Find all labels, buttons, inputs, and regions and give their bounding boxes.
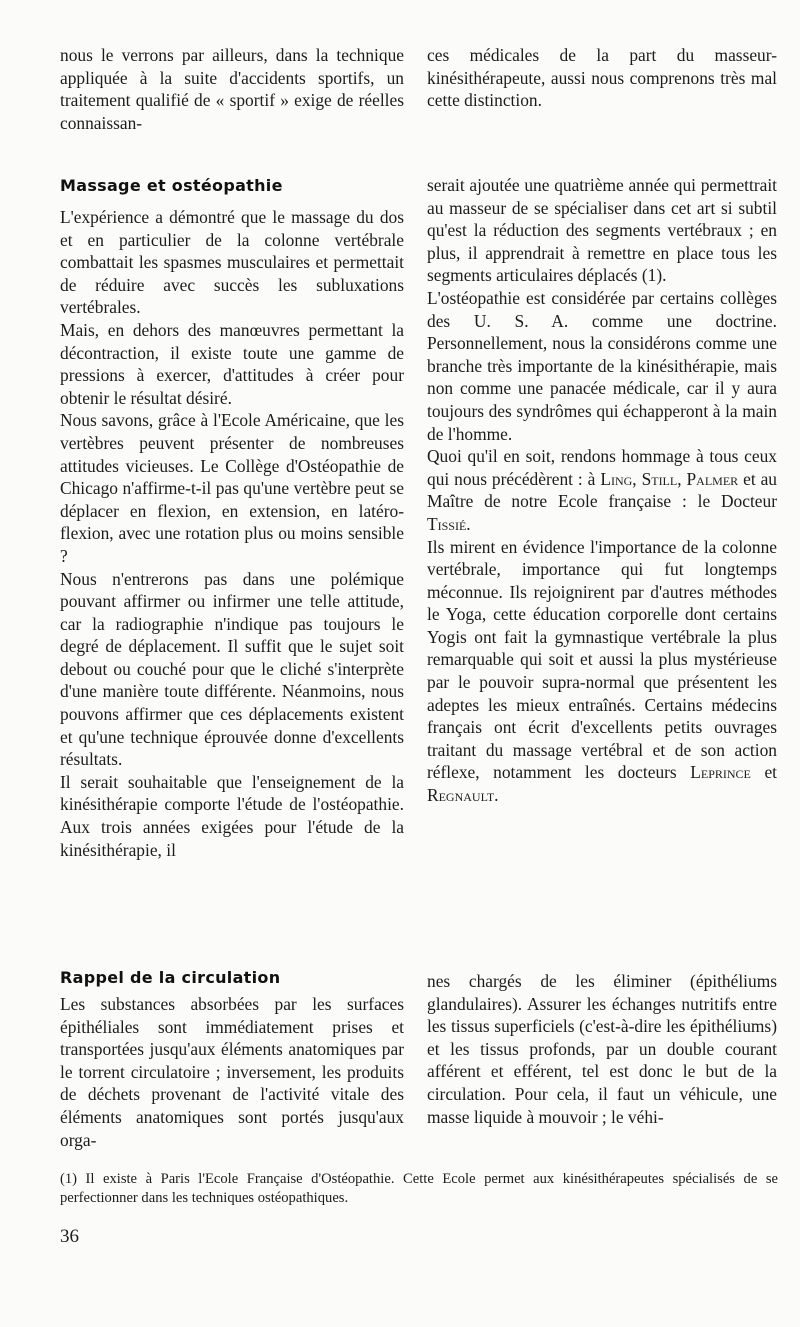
- paragraph: L'ostéopathie est considérée par certains collèges des U. S. A. comme une doctrine. Personnellement, nous la considérons comme une branche très importante de la kinésithérapie, mais non comme une panacée médicale, car il y aura toujours des syndrômes qui échapperont à la main de l'homme.: [427, 287, 777, 444]
- section1-right-column: [427, 174, 777, 807]
- person-name: Ling: [600, 468, 633, 489]
- section-heading-rappel-circulation: Rappel de la circulation: [60, 968, 281, 987]
- person-name: Leprince: [690, 762, 751, 783]
- top-left-text: nous le verrons par ailleurs, dans la technique appliquée à la suite d'accidents sportifs, un traitement qualifié de « sportif » exige de réelles connaissan-: [60, 45, 404, 133]
- top-right-column: [427, 44, 777, 112]
- top-right-text: ces médicales de la part du masseur-kinésithérapeute, aussi nous comprenons très mal cette distinction.: [427, 45, 777, 111]
- footnote: [60, 1170, 778, 1208]
- person-name: Palmer: [686, 468, 739, 489]
- paragraph: Mais, en dehors des manœuvres permettant la décontraction, il existe toute une gamme de pressions à exercer, d'attitudes à créer pour obtenir le résultat désiré.: [60, 319, 404, 408]
- paragraph: Nous savons, grâce à l'Ecole Américaine, que les vertèbres peuvent présenter de nombreuses attitudes vicieuses. Le Collège d'Ostéopathie de Chicago n'affirme-t-il pas qu'une vertèbre peut se déplacer en flexion, en extension, en latéro-flexion, avec une rotation plus ou moins sensible ?: [60, 410, 404, 566]
- paragraph: Ils mirent en évidence l'importance de la colonne vertébrale, importance qui fut longtemps méconnue. Ils rejoignirent par d'autres méthodes le Yoga, cette éducation corporelle dont certains Yogis ont fait la gymnastique vertébrale la plus remarquable qui soit et aussi la plus mystérieuse par le pouvoir supra-normal que présentent les adeptes les mieux entraînés. Certains médecins français ont écrit d'excellents petits ouvrages traitant du massage vertébral et de son action réflexe, notamment les docteurs Leprince et Regnault.: [427, 536, 777, 806]
- person-name: Still: [641, 468, 678, 489]
- paragraph: Les substances absorbées par les surfaces épithéliales sont immédiatement prises et transportées jusqu'aux éléments anatomiques par le torrent circulatoire ; inversement, les produits de déchets provenant de l'activité vitale des éléments anatomiques sont portés jusqu'aux orga-: [60, 994, 404, 1150]
- footnote-text: (1) Il existe à Paris l'Ecole Française d'Ostéopathie. Cette Ecole permet aux kinésithérapeutes spécialisés de se perfectionner dans les techniques ostéopathiques.: [60, 1171, 778, 1206]
- paragraph-tribute: Quoi qu'il en soit, rendons hommage à tous ceux qui nous précédèrent : à Ling, Still, Palmer et au Maître de notre Ecole française : le Docteur Tissié.: [427, 446, 777, 534]
- person-name: Regnault: [427, 785, 495, 806]
- page-number: 36: [60, 1226, 79, 1247]
- section1-left-column: [60, 206, 404, 861]
- paragraph: nes chargés de les éliminer (épithéliums glandulaires). Assurer les échanges nutritifs entre les tissus superficiels (c'est-à-dire les épithéliums) et les tissus profonds, par un double courant afférent et efférent, tel est donc le but de la circulation. Pour cela, il faut un véhicule, une masse liquide à mouvoir ; le véhi-: [427, 971, 777, 1127]
- section2-left-column: [60, 993, 404, 1151]
- paragraph: Nous n'entrerons pas dans une polémique pouvant affirmer ou infirmer une telle attitude, car la radiographie n'indique pas toujours le degré de déplacement. Il suffit que le sujet soit debout ou couché pour que le cliché s'interprète d'une manière toute différente. Néanmoins, nous pouvons affirmer que ces déplacements existent et qu'une technique éprouvée donne d'excellents résultats.: [60, 568, 404, 770]
- paragraph: serait ajoutée une quatrième année qui permettrait au masseur de se spécialiser dans cet art si subtil qu'est la réduction des segments vertébraux ; en plus, il apprendrait à remettre en place tous les segments articulaires déplacés (1).: [427, 175, 777, 286]
- section2-right-column: [427, 970, 777, 1128]
- person-name: Tissié: [427, 513, 467, 534]
- paragraph: L'expérience a démontré que le massage du dos et en particulier de la colonne vertébrale combattait les spasmes musculaires et permettait de réduire avec succès les subluxations vertébrales.: [60, 207, 404, 318]
- section-heading-massage-osteopathie: Massage et ostéopathie: [60, 176, 283, 195]
- paragraph: Il serait souhaitable que l'enseignement de la kinésithérapie comporte l'étude de l'ostéopathie. Aux trois années exigées pour l'étude de la kinésithérapie, il: [60, 771, 404, 860]
- top-left-column: [60, 44, 404, 134]
